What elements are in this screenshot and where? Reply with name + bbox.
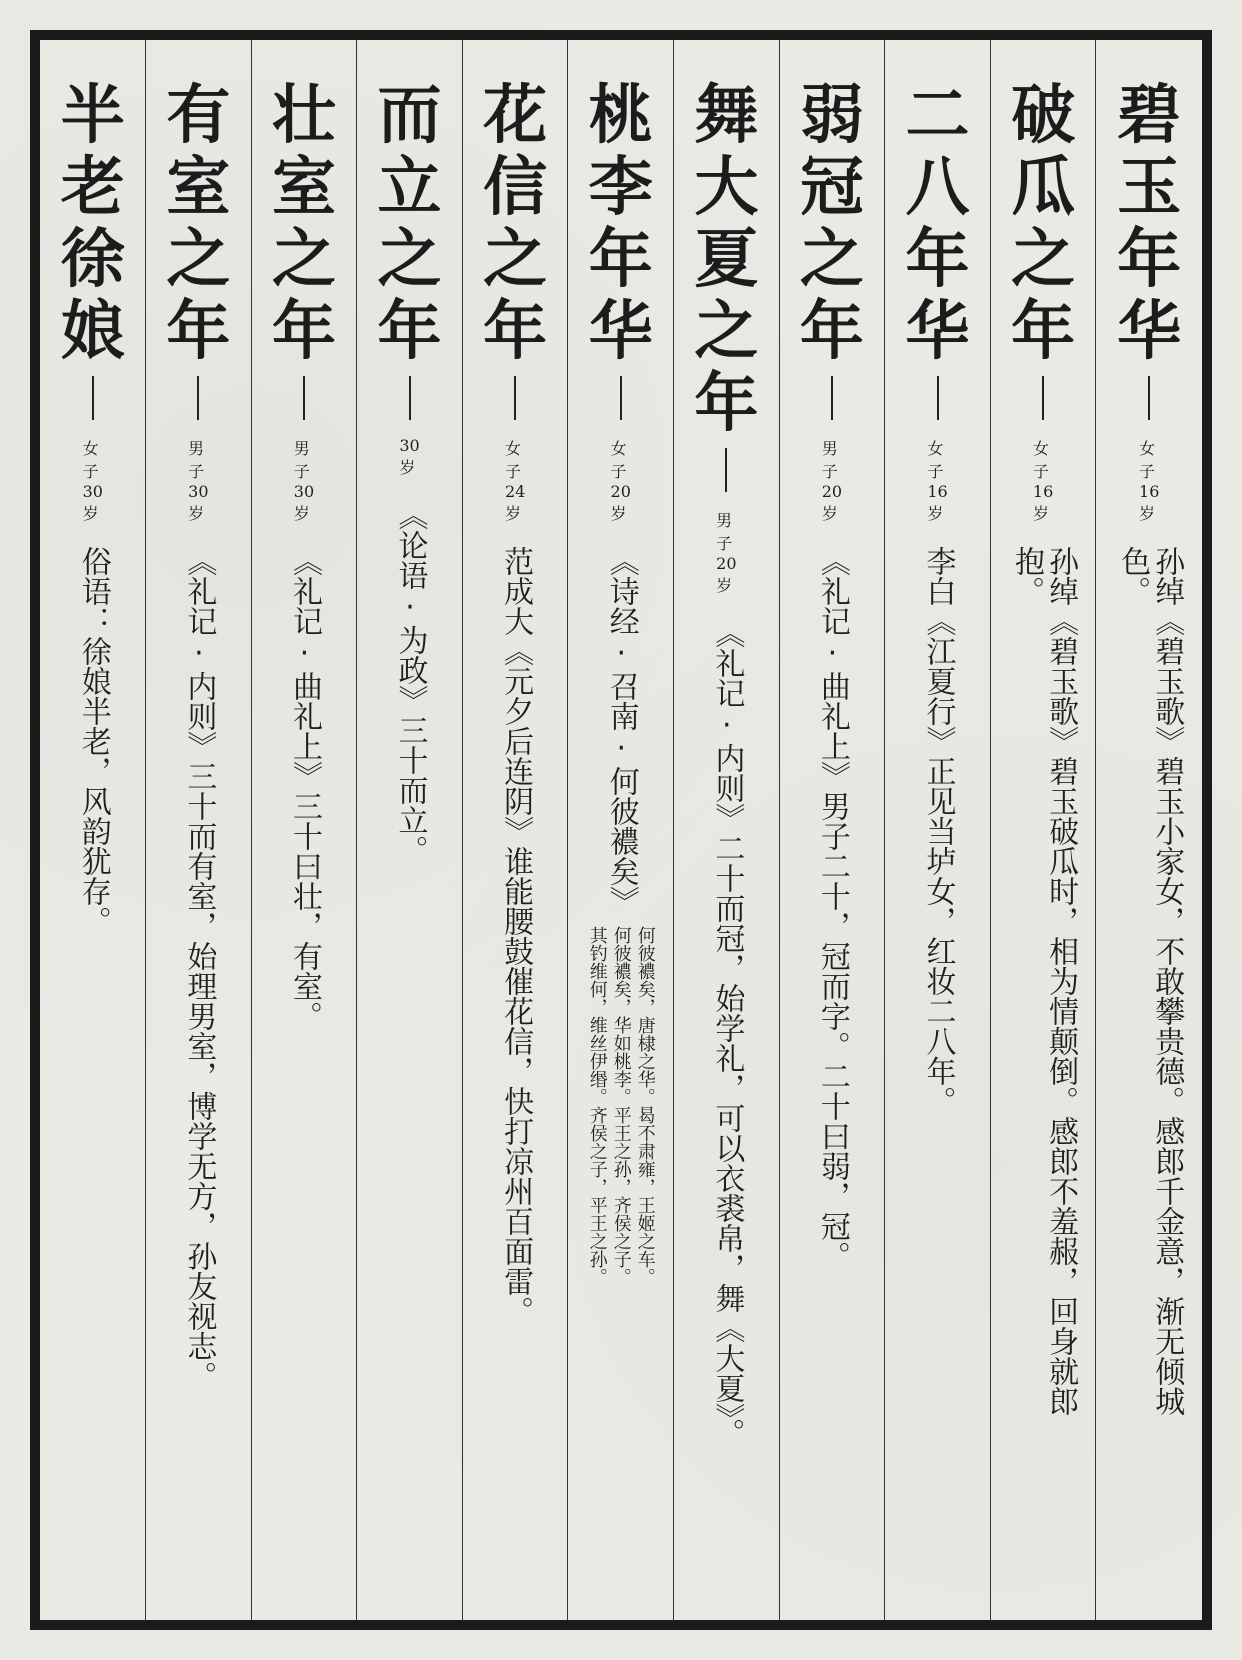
title-char: 之: [271, 222, 336, 297]
term-title: [568, 80, 673, 1286]
title-char: 桃: [588, 78, 653, 153]
age-unit: 岁: [293, 504, 310, 523]
gender-char: 子: [610, 462, 627, 481]
term-title: [252, 80, 357, 1031]
term-title: [146, 80, 251, 1391]
title-char: 舞: [694, 78, 759, 153]
title-char: 之: [694, 294, 759, 369]
age-unit: 岁: [821, 504, 838, 523]
separator-dash: [1148, 376, 1150, 420]
title-char: 年: [905, 222, 970, 297]
term-column: [885, 40, 991, 1620]
title-char: 夏: [694, 222, 759, 297]
age-unit: 岁: [716, 576, 733, 595]
title-char: 之: [377, 222, 442, 297]
term-title: [1096, 80, 1202, 1446]
gender-char: 女: [1139, 439, 1156, 458]
age-unit: 岁: [399, 458, 416, 477]
gender-char: 女: [1032, 439, 1049, 458]
gender-char: 女: [610, 439, 627, 458]
columns-container: [40, 40, 1202, 1620]
title-char: 壮: [271, 78, 336, 153]
age-number: 30: [399, 436, 420, 455]
title-char: 半: [60, 78, 125, 153]
age-block: [188, 436, 208, 524]
source-quote: 《论语·为政》三十而立。: [392, 500, 428, 865]
term-column: [463, 40, 569, 1620]
age-unit: 岁: [82, 504, 99, 523]
source-quote: 范成大《元夕后连阴》谁能腰鼓催花信，快打凉州百面雷。: [498, 546, 534, 1326]
term-column: [357, 40, 463, 1620]
poem-line: 何彼襛矣，唐棣之华。曷不肃雍，王姬之车。: [634, 926, 656, 1286]
source-quote: 李白《江夏行》正见当垆女，红妆二八年。: [920, 546, 956, 1116]
age-block: [294, 436, 314, 524]
title-char: 之: [1011, 222, 1076, 297]
title-char: 破: [1011, 78, 1076, 153]
term-title: [991, 80, 1096, 1446]
age-block: [927, 436, 947, 524]
separator-dash: [937, 376, 939, 420]
title-char: 年: [1117, 222, 1182, 297]
term-title: [357, 80, 462, 865]
term-title: [780, 80, 885, 1271]
term-title: [40, 80, 145, 936]
age-block: [611, 436, 631, 524]
title-char: 年: [588, 222, 653, 297]
term-column: [1096, 40, 1202, 1620]
title-char: 而: [377, 78, 442, 153]
source-quote: 《礼记·内则》二十而冠，始学礼，可以衣裘帛，舞《大夏》。: [709, 618, 745, 1448]
gender-char: 女: [504, 439, 521, 458]
title-char: 之: [166, 222, 231, 297]
title-char: 大: [694, 150, 759, 225]
gender-char: 子: [293, 462, 310, 481]
title-char: 信: [483, 150, 548, 225]
separator-dash: [197, 376, 199, 420]
age-number: 16: [1139, 482, 1160, 501]
gender-char: 子: [188, 462, 205, 481]
gender-char: 男: [188, 439, 205, 458]
source-quote: 俗语：徐娘半老，风韵犹存。: [75, 546, 111, 936]
separator-dash: [303, 376, 305, 420]
separator-dash: [620, 376, 622, 420]
age-number: 24: [504, 482, 526, 501]
gender-char: 男: [293, 439, 310, 458]
title-char: 碧: [1117, 78, 1182, 153]
age-block: [1139, 436, 1159, 524]
title-char: 徐: [60, 222, 125, 297]
gender-char: 子: [821, 462, 838, 481]
term-column: [146, 40, 252, 1620]
term-title: [674, 80, 779, 1448]
title-char: 八: [905, 150, 970, 225]
title-char: 娘: [60, 294, 125, 369]
gender-char: 子: [1139, 462, 1156, 481]
age-unit: 岁: [1139, 504, 1156, 523]
term-column: [780, 40, 886, 1620]
gender-char: 子: [927, 462, 944, 481]
title-char: 年: [799, 294, 864, 369]
age-unit: 岁: [610, 504, 627, 523]
gender-char: 子: [1032, 462, 1049, 481]
age-number: 30: [188, 482, 209, 501]
title-char: 花: [483, 78, 548, 153]
source-quote: 《礼记·曲礼上》男子二十，冠而字。二十曰弱，冠。: [814, 546, 850, 1271]
title-char: 室: [271, 150, 336, 225]
source-quote: 《诗经·召南·何彼襛矣》: [603, 546, 639, 916]
title-char: 有: [166, 78, 231, 153]
source-quote: 《礼记·曲礼上》三十曰壮，有室。: [286, 546, 322, 1031]
title-char: 年: [166, 294, 231, 369]
term-column: [40, 40, 146, 1620]
source-quote: 孙绰《碧玉歌》碧玉小家女，不敢攀贵德。感郎千金意，渐无倾城色。: [1115, 546, 1185, 1416]
title-char: 弱: [799, 78, 864, 153]
title-char: 年: [1011, 294, 1076, 369]
age-number: 20: [610, 482, 631, 501]
term-column: [674, 40, 780, 1620]
age-block: [399, 436, 419, 478]
age-number: 16: [1032, 482, 1054, 501]
gender-char: 男: [821, 439, 838, 458]
age-unit: 岁: [927, 504, 944, 523]
term-column: [252, 40, 358, 1620]
gender-char: 子: [82, 462, 99, 481]
title-char: 冠: [799, 150, 864, 225]
age-block: [505, 436, 525, 524]
gender-char: 女: [927, 439, 944, 458]
source-quote: 《礼记·内则》三十而有室，始理男室，博学无方，孙友视志。: [181, 546, 217, 1391]
title-char: 室: [166, 150, 231, 225]
age-number: 16: [927, 482, 948, 501]
title-char: 华: [1117, 294, 1182, 369]
age-number: 30: [82, 482, 103, 501]
age-block: [716, 508, 736, 596]
age-unit: 岁: [504, 504, 521, 523]
title-char: 华: [905, 294, 970, 369]
gender-char: 子: [504, 462, 521, 481]
poem-line: 何彼襛矣，华如桃李。平王之孙，齐侯之子。: [610, 926, 632, 1286]
separator-dash: [409, 376, 411, 420]
age-unit: 岁: [1032, 504, 1049, 523]
source-quote: 孙绰《碧玉歌》碧玉破瓜时，相为情颠倒。感郎不羞赧，回身就郎抱。: [1009, 546, 1079, 1416]
term-title: [463, 80, 568, 1326]
title-char: 年: [377, 294, 442, 369]
title-char: 玉: [1117, 150, 1182, 225]
separator-dash: [1042, 376, 1044, 420]
title-char: 之: [483, 222, 548, 297]
poem-line: 其钓维何，维丝伊缗。齐侯之子，平王之孙。: [586, 926, 608, 1286]
separator-dash: [831, 376, 833, 420]
gender-char: 子: [716, 534, 733, 553]
title-char: 年: [694, 366, 759, 441]
term-column: [991, 40, 1097, 1620]
gender-char: 男: [716, 511, 733, 530]
title-char: 华: [588, 294, 653, 369]
separator-dash: [92, 376, 94, 420]
age-unit: 岁: [188, 504, 205, 523]
title-char: 老: [60, 150, 125, 225]
separator-dash: [514, 376, 516, 420]
age-number: 30: [293, 482, 315, 501]
separator-dash: [725, 448, 727, 492]
gender-char: 女: [82, 439, 99, 458]
title-char: 之: [799, 222, 864, 297]
term-title: [885, 80, 990, 1116]
poem-excerpt: [586, 926, 656, 1286]
title-char: 年: [483, 294, 548, 369]
term-column: [568, 40, 674, 1620]
title-char: 二: [905, 78, 970, 153]
title-char: 年: [271, 294, 336, 369]
title-char: 瓜: [1011, 150, 1076, 225]
title-char: 李: [588, 150, 653, 225]
age-block: [822, 436, 842, 524]
title-char: 立: [377, 150, 442, 225]
age-number: 20: [821, 482, 843, 501]
age-block: [1033, 436, 1053, 524]
age-block: [83, 436, 103, 524]
age-number: 20: [716, 554, 737, 573]
